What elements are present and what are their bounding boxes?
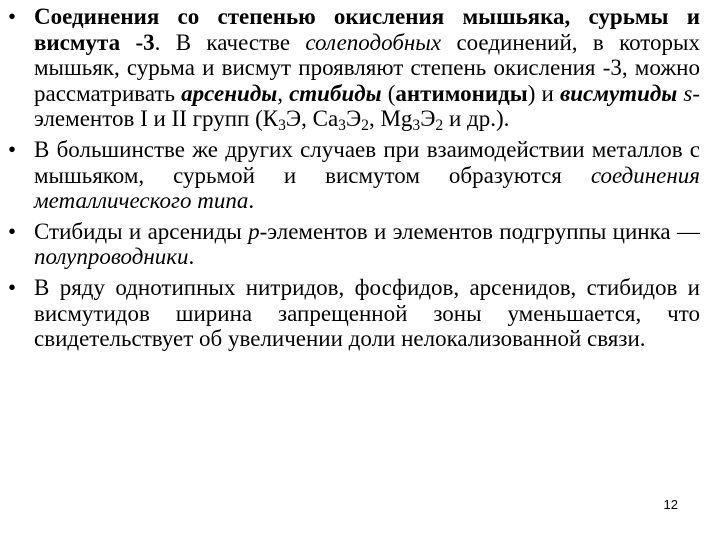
subscript: 2 — [435, 117, 444, 135]
item-title: Соединения со степенью окисления мышьяка, сурьмы и висмута -3 — [34, 4, 700, 55]
term: стибиды — [289, 80, 382, 106]
bullet-list — [8, 4, 700, 357]
text: и др.). — [443, 106, 510, 132]
text: , — [277, 80, 290, 106]
text: . В качестве — [154, 29, 306, 55]
bullet-icon: • — [8, 4, 17, 29]
text: соединений, в которых мышьяк, сурьма и висмут проявляют степень окисления -3, можно рассматривать — [34, 29, 700, 106]
text: , Mg — [368, 106, 413, 132]
term: s — [683, 80, 693, 106]
text: . — [248, 188, 255, 214]
bullet-icon: • — [8, 136, 17, 162]
term: полупроводники — [34, 244, 189, 270]
text: Э — [345, 106, 362, 132]
text: Стибиды и арсениды — [34, 218, 249, 244]
list-item — [8, 4, 700, 135]
term: висмутиды — [559, 80, 678, 106]
text: -элементов I и II групп (К — [34, 80, 700, 132]
subscript: 3 — [412, 117, 421, 135]
term: солеподобных — [305, 29, 442, 55]
text: В большинстве же других случаев при взаимодействии металлов с мышьяком, сурьмой и висмутом образуются — [34, 136, 700, 188]
text: ) и — [527, 80, 560, 106]
text: . — [188, 244, 195, 270]
bullet-icon: • — [8, 274, 17, 300]
text: -элементов и элементов подгруппы цинка — — [259, 218, 700, 244]
bullet-icon: • — [8, 218, 17, 244]
list-item — [8, 275, 700, 352]
subscript: 2 — [361, 117, 369, 135]
text: В ряду однотипных нитридов, фосфидов, арсенидов, стибидов и висмутидов ширина запрещенной зоны уменьшается, что свидетельствует об увеличении доли нелокализованной связи. — [34, 274, 700, 352]
term: арсениды — [181, 80, 278, 106]
list-item — [8, 137, 700, 214]
text: ( — [381, 80, 396, 106]
term: антимониды — [395, 80, 528, 106]
text: Э, Са — [285, 106, 339, 132]
term: соединения металлического типа — [34, 162, 700, 214]
list-item — [8, 219, 700, 270]
page-number: 12 — [663, 497, 678, 512]
text: Э — [420, 106, 436, 132]
subscript: 3 — [278, 117, 286, 135]
term: р — [248, 218, 260, 244]
subscript: 3 — [338, 117, 346, 135]
